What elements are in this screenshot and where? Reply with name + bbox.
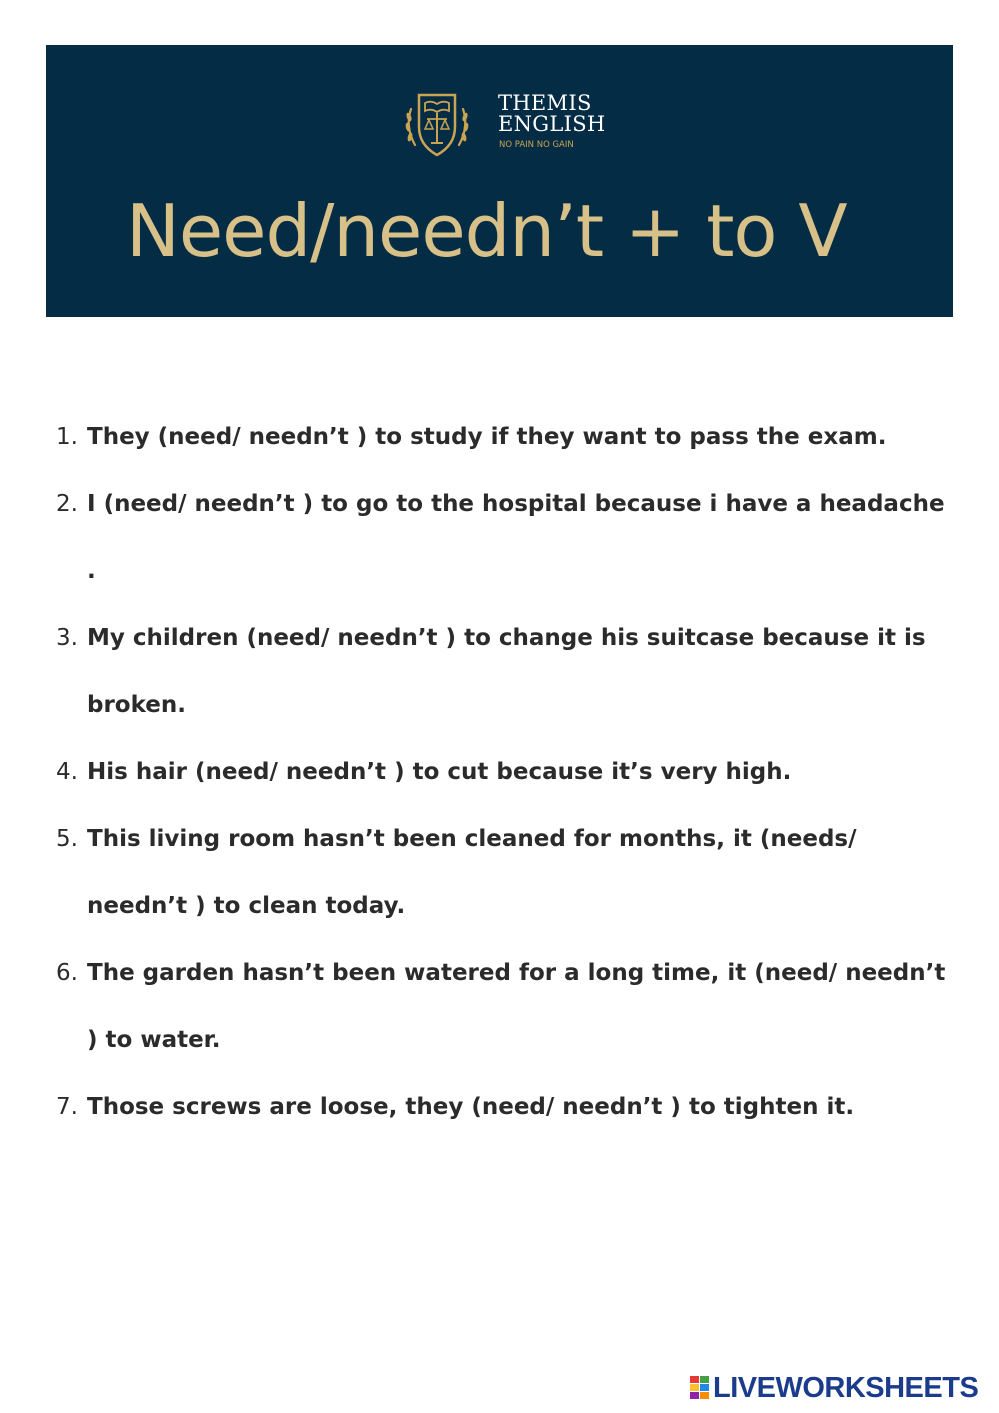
- header-banner: [46, 45, 953, 317]
- exercise-item-4: [56, 739, 946, 806]
- exercise-number: 6.: [56, 960, 78, 986]
- exercise-text: The garden hasn’t been watered for a long time, it (need/ needn’t ) to water.: [87, 960, 946, 1053]
- exercise-text: My children (need/ needn’t ) to change his suitcase because it is broken.: [87, 625, 926, 718]
- exercise-number: 5.: [56, 826, 78, 852]
- exercise-number: 7.: [56, 1094, 78, 1120]
- brand-name-line1: THEMIS: [498, 91, 592, 115]
- exercise-item-1: [56, 404, 946, 471]
- exercise-number: 3.: [56, 625, 78, 651]
- themis-english-logo: [401, 87, 661, 159]
- exercise-text: Those screws are loose, they (need/ needn’t ) to tighten it.: [87, 1094, 855, 1120]
- exercise-item-5: [56, 806, 946, 940]
- watermark-text: LIVEWORKSHEETS: [713, 1372, 979, 1404]
- exercise-text: His hair (need/ needn’t ) to cut because it’s very high.: [87, 759, 792, 785]
- exercise-text: They (need/ needn’t ) to study if they want to pass the exam.: [87, 424, 887, 450]
- exercise-number: 1.: [56, 424, 78, 450]
- exercise-number: 4.: [56, 759, 78, 785]
- exercise-item-7: [56, 1074, 946, 1141]
- exercise-item-2: [56, 471, 946, 605]
- exercise-list: [56, 404, 946, 1141]
- brand-name-line2: ENGLISH: [498, 112, 606, 136]
- crest-emblem-icon: [401, 87, 473, 159]
- exercise-item-3: [56, 605, 946, 739]
- exercise-number: 2.: [56, 491, 78, 517]
- brand-name: [498, 93, 606, 135]
- page-title: Need/needn’t + to V: [126, 189, 847, 273]
- liveworksheets-logo-icon: [690, 1376, 710, 1400]
- exercise-text: This living room hasn’t been cleaned for months, it (needs/ needn’t ) to clean today.: [87, 826, 857, 919]
- exercise-item-6: [56, 940, 946, 1074]
- brand-tagline: NO PAIN NO GAIN: [499, 140, 574, 150]
- liveworksheets-watermark: [690, 1371, 990, 1405]
- exercise-text: I (need/ needn’t ) to go to the hospital because i have a headache .: [87, 491, 945, 584]
